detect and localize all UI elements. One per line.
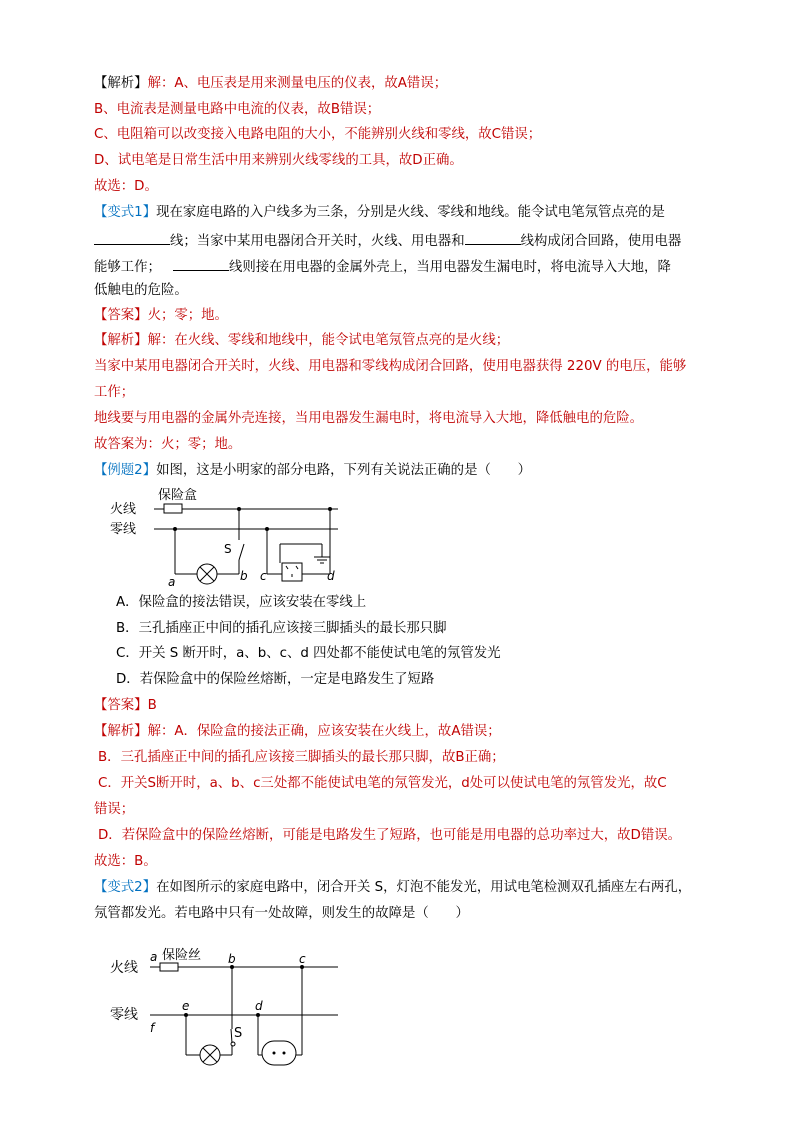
analysis-line-3: C、电阻箱可以改变接入电路电阻的大小，不能辨别火线和零线，故C错误； bbox=[94, 127, 542, 142]
variant2-question-line-1 bbox=[94, 879, 691, 897]
analysis-text: 解：A．保险盒的接法正确，应该安装在火线上，故A错误； bbox=[147, 724, 501, 739]
analysis-tag: 【解析】 bbox=[94, 333, 148, 348]
example2-analysis-line-3: C．开关S断开时，a、b、c三处都不能使试电笔的氖管发光，d处可以使试电笔的氖管发光，故C bbox=[98, 776, 667, 791]
analysis-text: 解：A、电压表是用来测量电压的仪表，故A错误； bbox=[147, 76, 448, 91]
option-b: B．三孔插座正中间的插孔应该接三脚插头的最长那只脚 bbox=[116, 621, 447, 636]
variant1-question-text: 能够工作； bbox=[94, 260, 161, 275]
variant1-analysis-line-5: 故答案为：火；零；地。 bbox=[94, 437, 242, 452]
example2-analysis-line-4: 错误； bbox=[94, 802, 135, 817]
blank-2 bbox=[465, 230, 521, 245]
option-d: D．若保险盒中的保险丝熔断，一定是电路发生了短路 bbox=[116, 672, 435, 687]
circuit-figure-1 bbox=[110, 482, 350, 590]
switch-label: S bbox=[224, 542, 232, 556]
answer-text: 火；零；地。 bbox=[147, 308, 228, 323]
variant1-question-text: 线；当家中某用电器闭合开关时，火线、用电器和 bbox=[170, 234, 465, 249]
variant1-analysis-line-1 bbox=[94, 332, 509, 350]
neutral-wire-label: 零线 bbox=[110, 522, 137, 537]
option-c: C．开关 S 断开时，a、b、c、d 四处都不能使试电笔的氖管发光 bbox=[116, 646, 501, 661]
option-a: A．保险盒的接法错误，应该安装在零线上 bbox=[116, 595, 367, 610]
variant1-question-text: 线则接在用电器的金属外壳上，当用电器发生漏电时，将电流导入大地，降 bbox=[228, 260, 671, 275]
three-hole-socket-icon bbox=[282, 563, 302, 581]
variant1-question-text: 线构成闭合回路，使用电器 bbox=[520, 234, 682, 249]
point-b-label: b bbox=[240, 569, 248, 583]
point-a-label: a bbox=[168, 575, 176, 589]
example2-analysis-line-1 bbox=[94, 723, 501, 741]
variant1-analysis-line-4: 地线要与用电器的金属外壳连接，当用电器发生漏电时，将电流导入大地，降低触电的危险。 bbox=[94, 411, 644, 426]
neutral-wire-label: 零线 bbox=[110, 1007, 138, 1023]
live-wire-label: 火线 bbox=[110, 502, 137, 517]
variant1-question-line-3 bbox=[94, 256, 671, 277]
analysis-tag: 【解析】 bbox=[94, 76, 148, 91]
circuit-figure-2 bbox=[110, 945, 350, 1070]
example2-analysis-line-2: B．三孔插座正中间的插孔应该接三脚插头的最长那只脚，故B正确； bbox=[98, 750, 505, 765]
point-d-label: d bbox=[327, 569, 335, 583]
blank-1 bbox=[94, 230, 170, 245]
fuse-box-label: 保险盒 bbox=[158, 488, 198, 503]
answer-tag: 【答案】 bbox=[94, 308, 148, 323]
variant1-question-line-2 bbox=[94, 230, 681, 251]
point-f-label: f bbox=[150, 1021, 155, 1035]
point-e-label: e bbox=[182, 999, 190, 1013]
live-wire-label: 火线 bbox=[110, 960, 138, 976]
variant1-tag: 【变式1】 bbox=[94, 205, 157, 220]
analysis-tag: 【解析】 bbox=[94, 724, 148, 739]
answer-text: B bbox=[147, 698, 157, 713]
example2-answer bbox=[94, 697, 157, 715]
point-b-label: b bbox=[228, 952, 236, 966]
analysis-line-2: B、电流表是测量电路中电流的仪表，故B错误； bbox=[94, 102, 381, 117]
switch-label: S bbox=[234, 1026, 243, 1041]
analysis-text: 解：在火线、零线和地线中，能令试电笔氖管点亮的是火线； bbox=[147, 333, 510, 348]
variant1-analysis-line-2: 当家中某用电器闭合开关时，火线、用电器和零线构成闭合回路，使用电器获得 220V 的电压，能够 bbox=[94, 359, 687, 374]
fuse-icon bbox=[160, 963, 178, 971]
variant2-question-line-2: 氖管都发光。若电路中只有一处故障，则发生的故障是（ ） bbox=[94, 906, 469, 921]
switch-icon bbox=[231, 1029, 232, 1043]
point-d-label: d bbox=[255, 999, 263, 1013]
point-a-label: a bbox=[150, 950, 158, 964]
variant1-question-line-4: 低触电的危险。 bbox=[94, 283, 188, 298]
analysis-line-5: 故选：D。 bbox=[94, 179, 158, 194]
two-hole-socket-icon bbox=[262, 1041, 296, 1065]
variant2-question-text: 在如图所示的家庭电路中，闭合开关 S，灯泡不能发光，用试电笔检测双孔插座左右两孔， bbox=[156, 880, 692, 895]
point-c-label: c bbox=[260, 569, 267, 583]
example2-question-text: 如图，这是小明家的部分电路，下列有关说法正确的是（ ） bbox=[156, 463, 532, 478]
variant1-analysis-line-3: 工作； bbox=[94, 385, 135, 400]
example2-analysis-line-5: D．若保险盒中的保险丝熔断，可能是电路发生了短路，也可能是用电器的总功率过大，故D错误。 bbox=[98, 828, 682, 843]
example2-question bbox=[94, 462, 531, 480]
blank-3 bbox=[173, 256, 229, 271]
variant1-question-line-1 bbox=[94, 204, 665, 222]
example2-analysis-line-6: 故选：B。 bbox=[94, 854, 157, 869]
variant2-tag: 【变式2】 bbox=[94, 880, 157, 895]
point-c-label: c bbox=[299, 952, 306, 966]
analysis-line-4: D、试电笔是日常生活中用来辨别火线零线的工具，故D正确。 bbox=[94, 153, 463, 168]
example2-tag: 【例题2】 bbox=[94, 463, 157, 478]
analysis-line-1 bbox=[94, 75, 447, 93]
variant1-answer bbox=[94, 307, 228, 325]
answer-tag: 【答案】 bbox=[94, 698, 148, 713]
fuse-label: 保险丝 bbox=[162, 948, 202, 963]
switch-icon bbox=[239, 544, 244, 560]
fuse-box-icon bbox=[164, 504, 182, 513]
variant1-question-text: 现在家庭电路的入户线多为三条，分别是火线、零线和地线。能令试电笔氖管点亮的是 bbox=[156, 205, 665, 220]
